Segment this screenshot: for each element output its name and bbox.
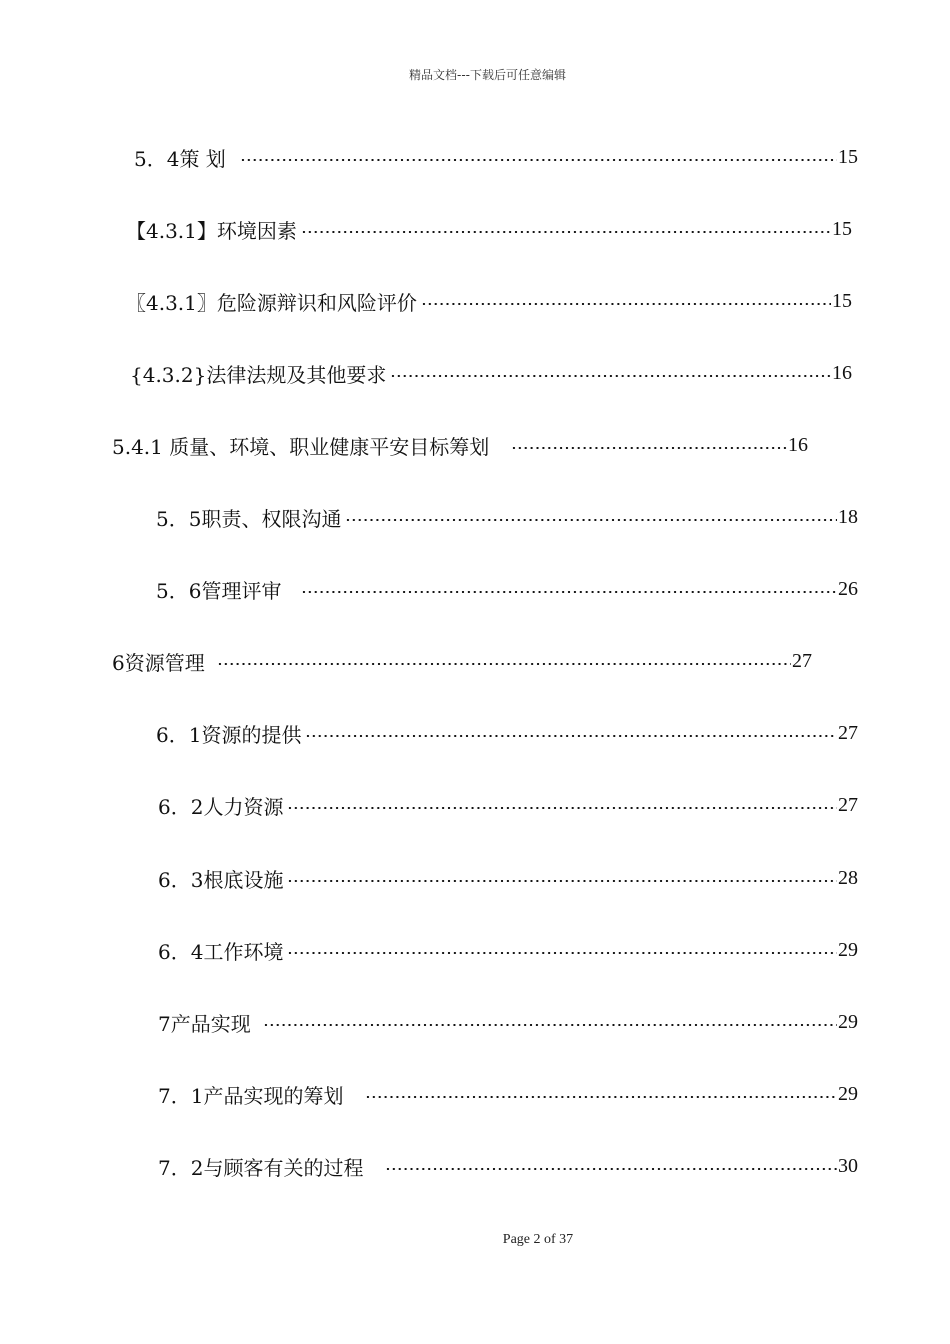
toc-entry[interactable] [158, 1079, 858, 1109]
toc-entry[interactable] [130, 358, 852, 388]
toc-entry-page: 29 [838, 1082, 858, 1105]
toc-leader-dots [421, 303, 831, 305]
toc-entry-label: 6．1资源的提供 [156, 722, 302, 747]
toc-entry-label: 〖4.3.1〗危险源辩识和风险评价 [126, 290, 417, 315]
toc-entry-page: 16 [832, 361, 852, 384]
toc-leader-dots [217, 663, 791, 665]
toc-entry-label: 5．4策 划 [134, 146, 226, 171]
toc-leader-dots [263, 1024, 837, 1026]
toc-entry[interactable] [156, 574, 858, 604]
toc-entry-page: 27 [838, 721, 858, 744]
toc-entry-page: 27 [838, 793, 858, 816]
toc-entry-page: 30 [838, 1154, 858, 1177]
toc-leader-dots [301, 591, 837, 593]
toc-leader-dots [385, 1168, 837, 1170]
toc-leader-dots [301, 231, 831, 233]
toc-entry-label: 5.4.1 质量、环境、职业健康平安目标筹划 [112, 434, 490, 459]
toc-entry-label: 7．1产品实现的筹划 [158, 1083, 344, 1108]
toc-entry[interactable] [112, 430, 808, 460]
toc-entry-page: 26 [838, 577, 858, 600]
toc-entry-label: 7产品实现 [158, 1011, 251, 1036]
toc-entry[interactable] [158, 935, 858, 965]
page-header: 精品文档---下载后可任意编辑 [409, 68, 566, 82]
toc-entry[interactable] [158, 790, 858, 820]
toc-entry-page: 15 [832, 217, 852, 240]
toc-entry-page: 29 [838, 1010, 858, 1033]
toc-entry-label: 【4.3.1】环境因素 [126, 218, 297, 243]
toc-leader-dots [240, 159, 837, 161]
toc-entry[interactable] [112, 646, 812, 676]
toc-entry[interactable] [126, 214, 852, 244]
toc-entry[interactable] [158, 1007, 858, 1037]
toc-entry-label: {4.3.2}法律法规及其他要求 [130, 362, 387, 387]
toc-entry-label: 5．5职责、权限沟通 [156, 506, 342, 531]
toc-entry[interactable] [158, 863, 858, 893]
toc-entry-page: 27 [792, 649, 812, 672]
toc-entry[interactable] [134, 142, 858, 172]
toc-entry[interactable] [156, 718, 858, 748]
toc-entry-label: 7．2与顾客有关的过程 [158, 1155, 364, 1180]
toc-entry[interactable] [156, 502, 858, 532]
toc-entry-page: 16 [788, 433, 808, 456]
toc-entry-page: 15 [832, 289, 852, 312]
toc-entry[interactable] [158, 1151, 858, 1181]
toc-entry[interactable] [126, 286, 852, 316]
toc-entry-label: 5．6管理评审 [156, 578, 282, 603]
toc-leader-dots [345, 519, 837, 521]
toc-leader-dots [287, 880, 837, 882]
toc-entry-label: 6资源管理 [112, 650, 205, 675]
toc-leader-dots [390, 375, 831, 377]
toc-leader-dots [287, 952, 837, 954]
toc-entry-label: 6．3根底设施 [158, 867, 284, 892]
toc-leader-dots [305, 735, 837, 737]
toc-leader-dots [511, 447, 787, 449]
toc-entry-page: 28 [838, 866, 858, 889]
toc-entry-page: 18 [838, 505, 858, 528]
toc-entry-label: 6．4工作环境 [158, 939, 284, 964]
toc-entry-page: 15 [838, 145, 858, 168]
toc-entry-label: 6．2人力资源 [158, 794, 284, 819]
toc-leader-dots [287, 807, 837, 809]
toc-leader-dots [365, 1096, 837, 1098]
page-footer: Page 2 of 37 [502, 1232, 574, 1247]
toc-entry-page: 29 [838, 938, 858, 961]
